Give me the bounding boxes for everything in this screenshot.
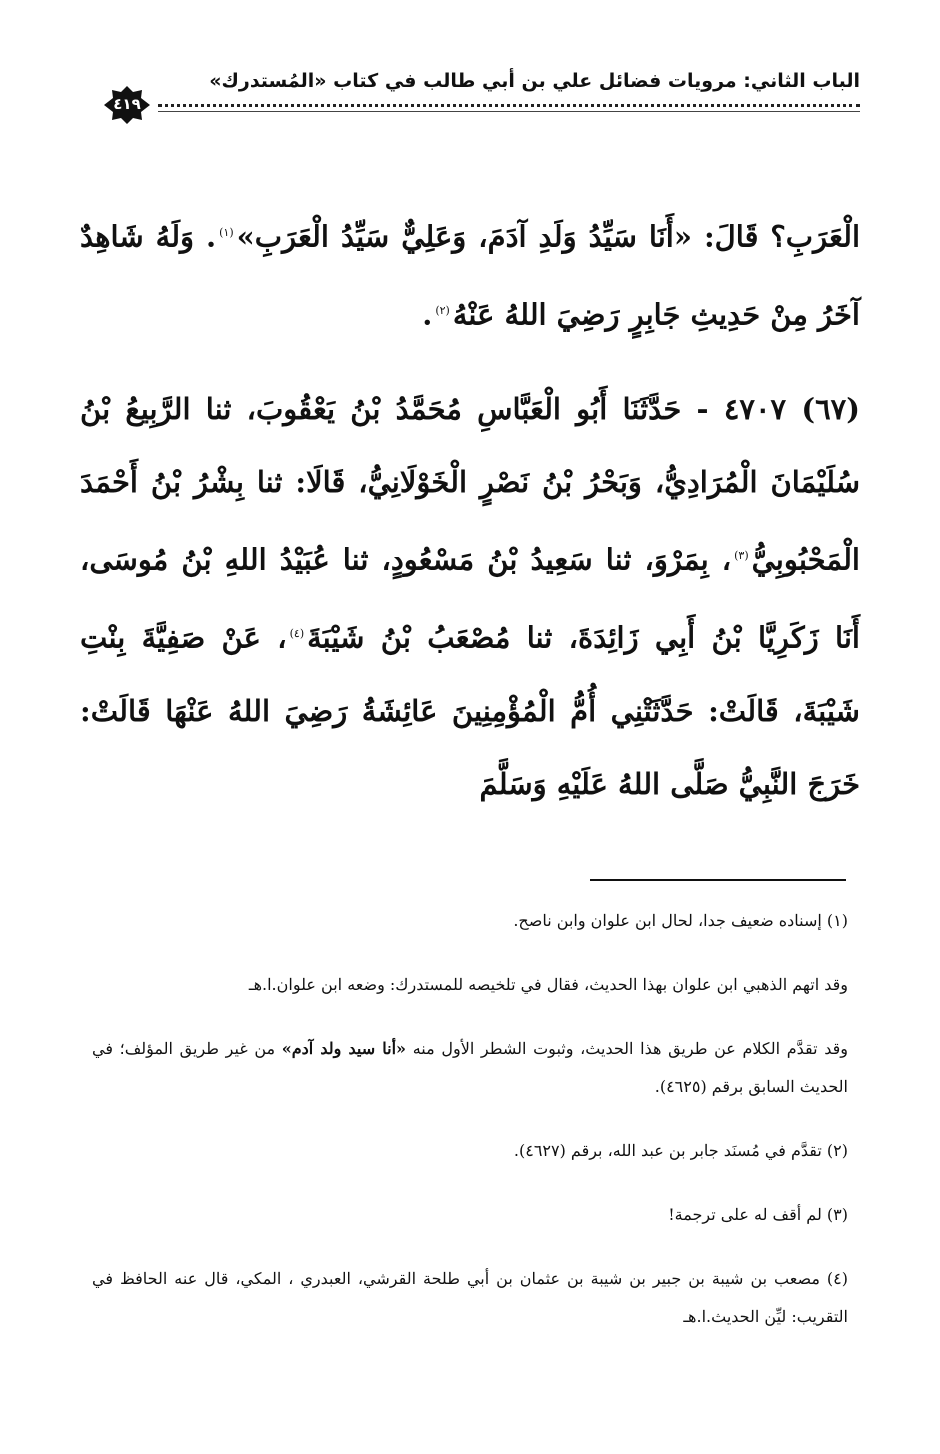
main-text bbox=[80, 196, 860, 821]
footnote-1-note-bold: «أنا سيد ولد آدم» bbox=[281, 1039, 407, 1058]
footnote-1-note bbox=[92, 1030, 848, 1106]
paragraph-1-text: الْعَرَبِ؟ قَالَ: «أَنَا سَيِّدُ وَلَدِ آدَمَ، وَعَلِيٌّ سَيِّدُ الْعَرَبِ» bbox=[236, 219, 860, 254]
footnote-1: (١) إسناده ضعيف جدا، لحال ابن علوان وابن ناصح. bbox=[513, 911, 848, 930]
footnote-ref-1: (١) bbox=[219, 226, 234, 239]
footnote-1-note-pre: وقد تقدَّم الكلام عن طريق هذا الحديث، وثبوت الشطر الأول منه bbox=[406, 1039, 849, 1058]
footnote-1-note-post: من غير طريق المؤلف؛ في الحديث السابق برقم (٤٦٢٥). bbox=[92, 1039, 848, 1096]
header-dotted-rule bbox=[158, 104, 860, 107]
paragraph-1-end: . bbox=[422, 297, 433, 332]
footnote-4: (٤) مصعب بن شيبة بن جبير بن شيبة بن عثمان بن أبي طلحة القرشي، العبدري ، المكي، قال عنه الحافظ في التقريب: ليِّن الحديث.ا.هـ bbox=[92, 1269, 848, 1326]
footnote-ref-2: (٢) bbox=[435, 303, 450, 317]
footnote-ref-4: (٤) bbox=[289, 626, 305, 640]
paragraph-1 bbox=[80, 196, 860, 351]
page-number-badge bbox=[104, 86, 150, 124]
footnote-3: (٣) لم أقف له على ترجمة! bbox=[668, 1205, 848, 1224]
header-solid-rule bbox=[158, 111, 860, 112]
paragraph-2-text-c: ، عَنْ صَفِيَّةَ بِنْتِ شَيْبَةَ، قَالَتْ: حَدَّثَتْنِي أُمُّ الْمُؤْمِنِينَ عَائِشَةُ رَضِيَ اللهُ عَنْهَا قَالَتْ: خَرَجَ النَّبِيُّ صَلَّى اللهُ عَلَيْهِ وَسَلَّمَ bbox=[80, 620, 860, 801]
page-header bbox=[100, 68, 860, 124]
footnote-ref-3: (٣) bbox=[734, 549, 749, 563]
page-number: ٤١٩ bbox=[113, 95, 141, 113]
running-title: الباب الثاني: مرويات فضائل علي بن أبي طالب في كتاب «المُستدرك» bbox=[209, 70, 860, 92]
footnote-divider bbox=[590, 879, 846, 881]
footnotes bbox=[92, 902, 848, 1362]
footnote-2: (٢) تقدَّم في مُسنَد جابر بن عبد الله، برقم (٤٦٢٧). bbox=[513, 1141, 848, 1160]
paragraph-2-text-a: (٦٧) ٤٧٠٧ - حَدَّثَنَا أَبُو الْعَبَّاسِ مُحَمَّدُ بْنُ يَعْقُوبَ، ثنا الرَّبِيعُ بْنُ سُلَيْمَانَ الْمُرَادِيُّ، وَبَحْرُ بْنُ نَصْرٍ الْخَوْلَانِيُّ، قَالَا: ثنا بِشْرُ بْنُ أَحْمَدَ الْمَحْبُوبِيُّ bbox=[80, 392, 860, 577]
footnote-1-continued: وقد اتهم الذهبي ابن علوان بهذا الحديث، فقال في تلخيصه للمستدرك: وضعه ابن علوان.ا.هـ bbox=[248, 975, 848, 994]
paragraph-2-text-b: ، بِمَرْوَ، ثنا سَعِيدُ بْنُ مَسْعُودٍ، ثنا عُبَيْدُ اللهِ بْنُ مُوسَى، أَنَا زَكَرِيَّا بْنُ أَبِي زَائِدَةَ، ثنا مُصْعَبُ بْنُ شَيْبَةَ bbox=[80, 542, 860, 655]
paragraph-1-text-b: . وَلَهُ شَاهِدٌ آخَرُ مِنْ حَدِيثِ جَابِرٍ رَضِيَ اللهُ عَنْهُ bbox=[80, 219, 860, 332]
paragraph-2 bbox=[80, 373, 860, 820]
